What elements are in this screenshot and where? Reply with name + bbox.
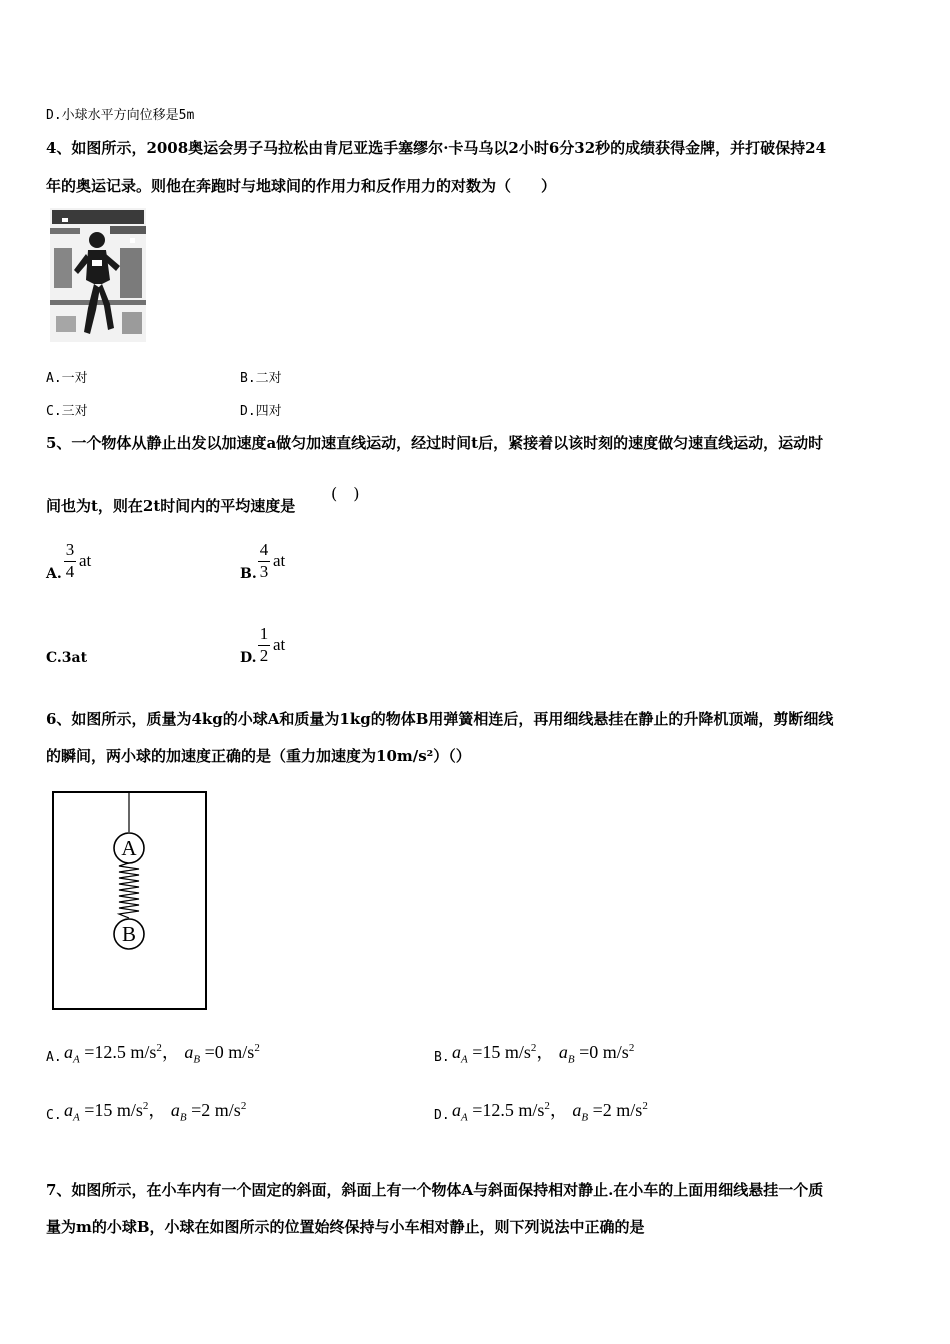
accel-a-value: 12.5 xyxy=(482,1100,514,1120)
q5-option-b-label[interactable]: B. xyxy=(240,566,257,582)
q5-option-d-label[interactable]: D. xyxy=(240,650,257,666)
q4-option-d[interactable]: D.四对 xyxy=(240,404,282,419)
fraction-denominator: 3 xyxy=(259,562,269,581)
q6-option-d-label[interactable]: D. xyxy=(434,1108,450,1123)
q4-stem-line1: 4、如图所示，2008奥运会男子马拉松由肯尼亚选手塞缪尔·卡马乌以2小时6分32秒的成绩获得金牌，并打破保持24 xyxy=(46,139,827,157)
fraction-numerator: 4 xyxy=(259,540,269,559)
q5-stem-line1: 5、一个物体从静止出发以加速度a做匀加速直线运动，经过时间t后，紧接着以该时刻的速度做匀速直线运动，运动时 xyxy=(46,434,824,452)
q4-stem-line2: 年的奥运记录。则他在奔跑时与地球间的作用力和反作用力的对数为（ ） xyxy=(46,177,557,195)
q6-option-b-label[interactable]: B. xyxy=(434,1050,450,1065)
q6-stem-line2: 的瞬间，两小球的加速度正确的是（重力加速度为10m/s²）（） xyxy=(46,747,471,765)
marathon-runner-photo xyxy=(50,208,146,342)
ball-b-label: B xyxy=(121,922,136,946)
q6-option-a-label[interactable]: A. xyxy=(46,1050,62,1065)
q6-option-c-label[interactable]: C. xyxy=(46,1108,62,1123)
ball-a-label: A xyxy=(121,836,137,860)
fraction-tail: at xyxy=(273,635,286,654)
accel-a-value: 15 xyxy=(94,1100,113,1120)
accel-b-value: 0 xyxy=(214,1042,224,1062)
elevator-spring-diagram xyxy=(52,791,208,1011)
q4-option-c[interactable]: C.三对 xyxy=(46,404,88,419)
q7-stem-line2: 量为m的小球B，小球在如图所示的位置始终保持与小车相对静止，则下列说法中正确的是 xyxy=(46,1218,645,1236)
fraction-denominator: 4 xyxy=(65,562,75,581)
q3-option-d: D.小球水平方向位移是5m xyxy=(46,108,195,123)
q6-option-d-formula: $a_A =12.5$ $m/s^2$， $a_B =2$ $m/s^2$ xyxy=(452,1100,648,1124)
fraction-tail: at xyxy=(79,551,92,570)
accel-b-value: 0 xyxy=(589,1042,599,1062)
q4-option-a[interactable]: A.一对 xyxy=(46,371,88,386)
q6-option-a-formula: $a_A =12.5$ $m/s^2$， $a_B =0$ $m/s^2$ xyxy=(64,1042,260,1066)
accel-a-value: 15 xyxy=(482,1042,501,1062)
q6-option-b-formula: $a_A =15$ $m/s^2$， $a_B =0$ $m/s^2$ xyxy=(452,1042,635,1066)
q5-option-c[interactable]: C.3at xyxy=(46,650,88,666)
spring xyxy=(119,863,139,918)
fraction-numerator: 1 xyxy=(259,624,269,643)
q4-option-b[interactable]: B.二对 xyxy=(240,371,282,386)
q5-answer-paren: ( ) xyxy=(331,484,360,503)
fraction-numerator: 3 xyxy=(65,540,75,559)
q7-stem-line1: 7、如图所示，在小车内有一个固定的斜面，斜面上有一个物体A与斜面保持相对静止.在小车的上面用细线悬挂一个质 xyxy=(46,1181,824,1199)
accel-b-value: 2 xyxy=(201,1100,211,1120)
accel-a-value: 12.5 xyxy=(94,1042,126,1062)
accel-b-value: 2 xyxy=(602,1100,612,1120)
q5-stem-line2: 间也为t，则在2t时间内的平均速度是 xyxy=(46,497,296,515)
fraction-tail: at xyxy=(273,551,286,570)
fraction-denominator: 2 xyxy=(259,646,269,665)
q5-option-a-label[interactable]: A. xyxy=(46,566,62,582)
q6-option-c-formula: $a_A =15$ $m/s^2$， $a_B =2$ $m/s^2$ xyxy=(64,1100,247,1124)
q6-stem-line1: 6、如图所示，质量为4kg的小球A和质量为1kg的物体B用弹簧相连后，再用细线悬挂在静止的升降机顶端，剪断细线 xyxy=(46,710,834,728)
